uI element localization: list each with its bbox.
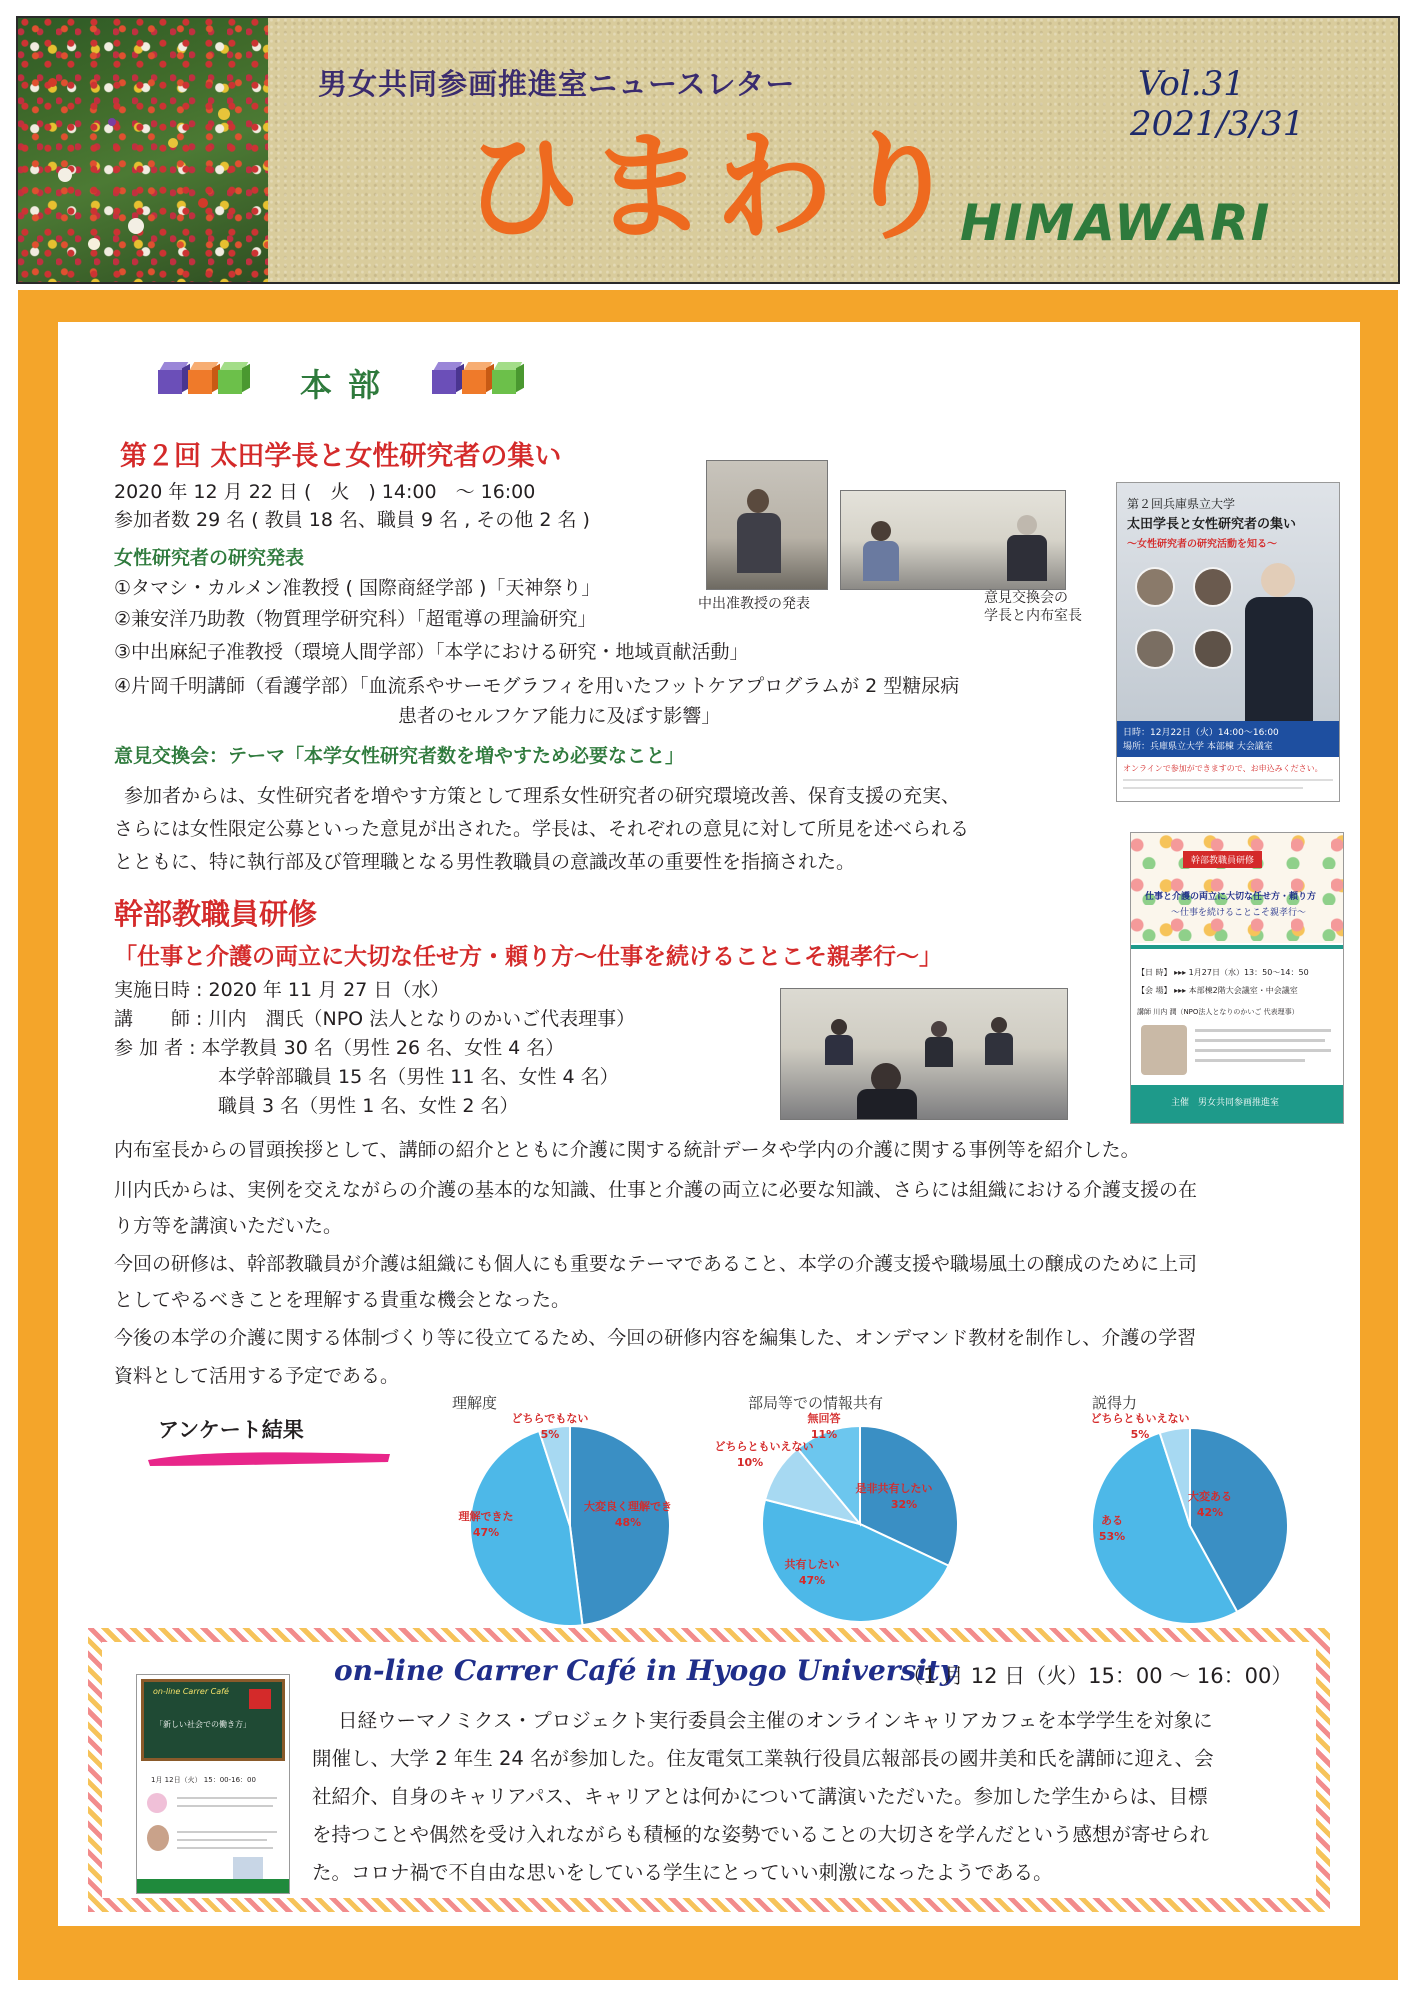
poster-tag: 幹部教職員研修 (1183, 851, 1262, 868)
poster-date: 【日 時】 ▸▸▸ 1月27日（水）13：50～14：50 (1137, 968, 1309, 977)
training-participants-line: 参 加 者 : 本学教員 30 名（男性 26 名、女性 4 名） (114, 1037, 565, 1059)
training-participants-line: 本学幹部職員 15 名（男性 11 名、女性 4 名） (218, 1066, 619, 1088)
pie-chart-info-sharing (714, 1400, 994, 1630)
pie-slice-percent: 5% (540, 1428, 560, 1441)
poster-lecturer: 講師 川内 潤（NPO法人となりのかいご 代表理事） (1137, 1008, 1299, 1016)
poster-place: 【会 場】 ▸▸▸ 本部棟2階大会議室・中会議室 (1137, 986, 1298, 995)
cube-decoration-right (432, 362, 552, 398)
presentation-photo (706, 460, 828, 590)
pie-slice-label: 理解できた (458, 1510, 514, 1523)
poster-badge (249, 1689, 271, 1709)
poster-title: on-line Carrer Café (153, 1687, 229, 1696)
cafe-title: on-line Carrer Café in Hyogo University (334, 1654, 957, 1687)
cafe-body-line: た。コロナ禍で不自由な思いをしている学生にとっていい刺激になったようである。 (312, 1861, 1053, 1884)
pie-slice-label: 共有したい (784, 1558, 840, 1571)
pie-slice-percent: 32% (890, 1498, 918, 1511)
pie-slice-label: どちらでもない (511, 1412, 589, 1425)
newsletter-title-roman: HIMAWARI (960, 194, 1272, 252)
presentation-item: ①タマシ・カルメン准教授 ( 国際商経学部 )「天神祭り」 (114, 577, 601, 599)
training-body-line: 川内氏からは、実例を交えながらの介護の基本的な知識、仕事と介護の両立に必要な知識、さらには組織における介護支援の在 (114, 1179, 1198, 1201)
presentations-heading: 女性研究者の研究発表 (114, 547, 305, 569)
photo-caption-line: 意見交換会の (984, 590, 1068, 606)
poster-date: 日時：12月22日（火）14:00～16:00 (1123, 728, 1279, 738)
pie-slice-label: 無回答 (807, 1412, 841, 1425)
discussion-photo (840, 490, 1066, 590)
training-body-line: 資料として活用する予定である。 (114, 1365, 400, 1387)
exchange-body-line: さらには女性限定公募といった意見が出された。学長は、それぞれの意見に対して所見を述べられる (114, 818, 970, 840)
poster-place: 場所：兵庫県立大学 本部棟 大会議室 (1123, 742, 1273, 752)
pink-brush-stroke (144, 1446, 394, 1468)
presentation-item-continued: 患者のセルフケア能力に及ぼす影響」 (398, 705, 721, 727)
meeting-participants: 参加者数 29 名 ( 教員 18 名、職員 9 名 , その他 2 名 ) (114, 509, 590, 531)
pie-slice-percent: 42% (1196, 1506, 1224, 1519)
avatar (1193, 567, 1233, 607)
cafe-body-line: 社紹介、自身のキャリアパス、キャリアとは何かについて講演いただいた。参加した学生からは、目標 (312, 1785, 1208, 1808)
exchange-body-line: とともに、特に執行部及び管理職となる男性教職員の意識改革の重要性を指摘された。 (114, 851, 856, 873)
training-body-line: 内布室長からの冒頭挨拶として、講師の紹介とともに介護に関する統計データや学内の介護に関する事例等を紹介した。 (114, 1139, 1140, 1161)
pie-slice-percent: 11% (810, 1428, 838, 1441)
pie-title: 説得力 (1092, 1394, 1138, 1412)
pie-slice-percent: 53% (1098, 1530, 1126, 1543)
cafe-time: （1 月 12 日（火）15：00 ～ 16：00） (902, 1664, 1293, 1688)
photo-caption: 中出准教授の発表 (698, 596, 810, 612)
flower-garden-painting (18, 18, 268, 282)
pie-slice-label: どちらともいえない (1090, 1412, 1190, 1425)
training-date: 実施日時 : 2020 年 11 月 27 日（水） (114, 979, 450, 1001)
meeting-poster (1116, 482, 1340, 802)
avatar (1135, 629, 1175, 669)
lecturer-photo (1141, 1025, 1187, 1075)
training-body-line: としてやるべきことを理解する貴重な機会となった。 (114, 1289, 571, 1311)
pie-slice-percent: 47% (472, 1526, 500, 1539)
section-heading: 本部 (300, 366, 397, 404)
training-body-line: 今後の本学の介護に関する体制づくり等に役立てるため、今回の研修内容を編集した、オンデマンド教材を制作し、介護の学習 (114, 1327, 1197, 1349)
poster-online-note: オンラインで参加ができますので、お申込みください。 (1123, 764, 1323, 773)
pie-chart-persuasiveness (1080, 1400, 1320, 1630)
poster-line: 太田学長と女性研究者の集い (1127, 517, 1297, 532)
training-title: 幹部教職員研修 (114, 897, 318, 931)
poster-line: ～女性研究者の研究活動を知る～ (1127, 539, 1277, 550)
pie-slice-percent: 48% (614, 1516, 642, 1529)
cafe-body-line: 日経ウーマノミクス・プロジェクト実行委員会主催のオンラインキャリアカフェを本学学生を対象に (338, 1709, 1213, 1732)
pie-chart-understanding (440, 1400, 700, 1630)
pie-slice-label: 是非共有したい (855, 1482, 933, 1495)
pie-slice-percent: 47% (798, 1574, 826, 1587)
poster-line: 仕事と介護の両立に大切な任せ方・頼り方 (1145, 892, 1317, 902)
newsletter-title: ひまわり (463, 118, 968, 256)
speaker-photo (147, 1825, 169, 1851)
presentation-item: ②兼安洋乃助教（物質理学研究科）「超電導の理論研究」 (114, 608, 597, 630)
cafe-body-line: を持つことや偶然を受け入れながらも積極的な姿勢でいることの大切さを学んだという感想が寄せられ (312, 1823, 1210, 1846)
cube-decoration-left (158, 362, 278, 398)
pie-title: 部局等での情報共有 (748, 1394, 884, 1412)
pie-slice-label: 大変ある (1188, 1490, 1232, 1503)
pie-slice-label: 大変良く理解でき (584, 1500, 672, 1513)
training-lecturer: 講 師 : 川内 潤氏（NPO 法人となりのかいご代表理事） (114, 1008, 636, 1030)
volume-number: Vol.31 (1138, 64, 1245, 104)
poster-line: 第２回兵庫県立大学 (1127, 497, 1236, 511)
cafe-poster (136, 1674, 290, 1894)
training-body-line: り方等を講演いただいた。 (114, 1215, 343, 1237)
training-body-line: 今回の研修は、幹部教職員が介護は組織にも個人にも重要なテーマであること、本学の介護支援や職場風土の醸成のために上司 (114, 1253, 1198, 1275)
exchange-heading: 意見交換会：テーマ「本学女性研究者数を増やすため必要なこと」 (114, 745, 685, 767)
pie-slice-percent: 5% (1130, 1428, 1150, 1441)
presentation-item: ④片岡千明講師（看護学部）「血流系やサーモグラフィを用いたフットケアプログラムが 2 型糖尿病 (114, 675, 960, 697)
pie-slice-percent: 10% (736, 1456, 764, 1469)
training-participants-line: 職員 3 名（男性 1 名、女性 2 名） (218, 1095, 519, 1117)
poster-subtitle: 「新しい社会での働き方」 (155, 1720, 251, 1729)
president-photo (1261, 563, 1295, 597)
training-poster (1130, 832, 1344, 1124)
avatar (1193, 629, 1233, 669)
avatar (1135, 567, 1175, 607)
cafe-body-line: 開催し、大学 2 年生 24 名が参加した。住友電気工業執行役員広報部長の國井美和氏を講師に迎え、会 (312, 1747, 1214, 1770)
pie-slice-label: ある (1101, 1514, 1123, 1527)
pie-slice-label: どちらともいえない (714, 1440, 814, 1453)
training-photo (780, 988, 1068, 1120)
meeting-datetime: 2020 年 12 月 22 日 ( 火 ) 14:00 ～ 16:00 (114, 481, 536, 503)
presentation-item: ③中出麻紀子准教授（環境人間学部）「本学における研究・地域貢献活動」 (114, 641, 749, 663)
poster-organizer: 主催 男女共同参画推進室 (1171, 1098, 1280, 1108)
issue-date: 2021/3/31 (1130, 104, 1305, 144)
exchange-body-line: 参加者からは、女性研究者を増やす方策として理系女性研究者の研究環境改善、保育支援の充実、 (124, 785, 961, 807)
poster-line: ～仕事を続けることこそ親孝行～ (1171, 908, 1307, 918)
training-subtitle: 「仕事と介護の両立に大切な任せ方・頼り方～仕事を続けることこそ親孝行～」 (114, 944, 942, 970)
survey-heading: アンケート結果 (158, 1418, 304, 1442)
pie-title: 理解度 (452, 1394, 498, 1412)
newsletter-subtitle: 男女共同参画推進室ニュースレター (318, 67, 796, 101)
photo-caption-line: 学長と内布室長 (984, 608, 1082, 624)
meeting-title: 第２回 太田学長と女性研究者の集い (120, 441, 562, 472)
poster-date: 1月 12日（火） 15：00-16：00 (151, 1776, 256, 1784)
